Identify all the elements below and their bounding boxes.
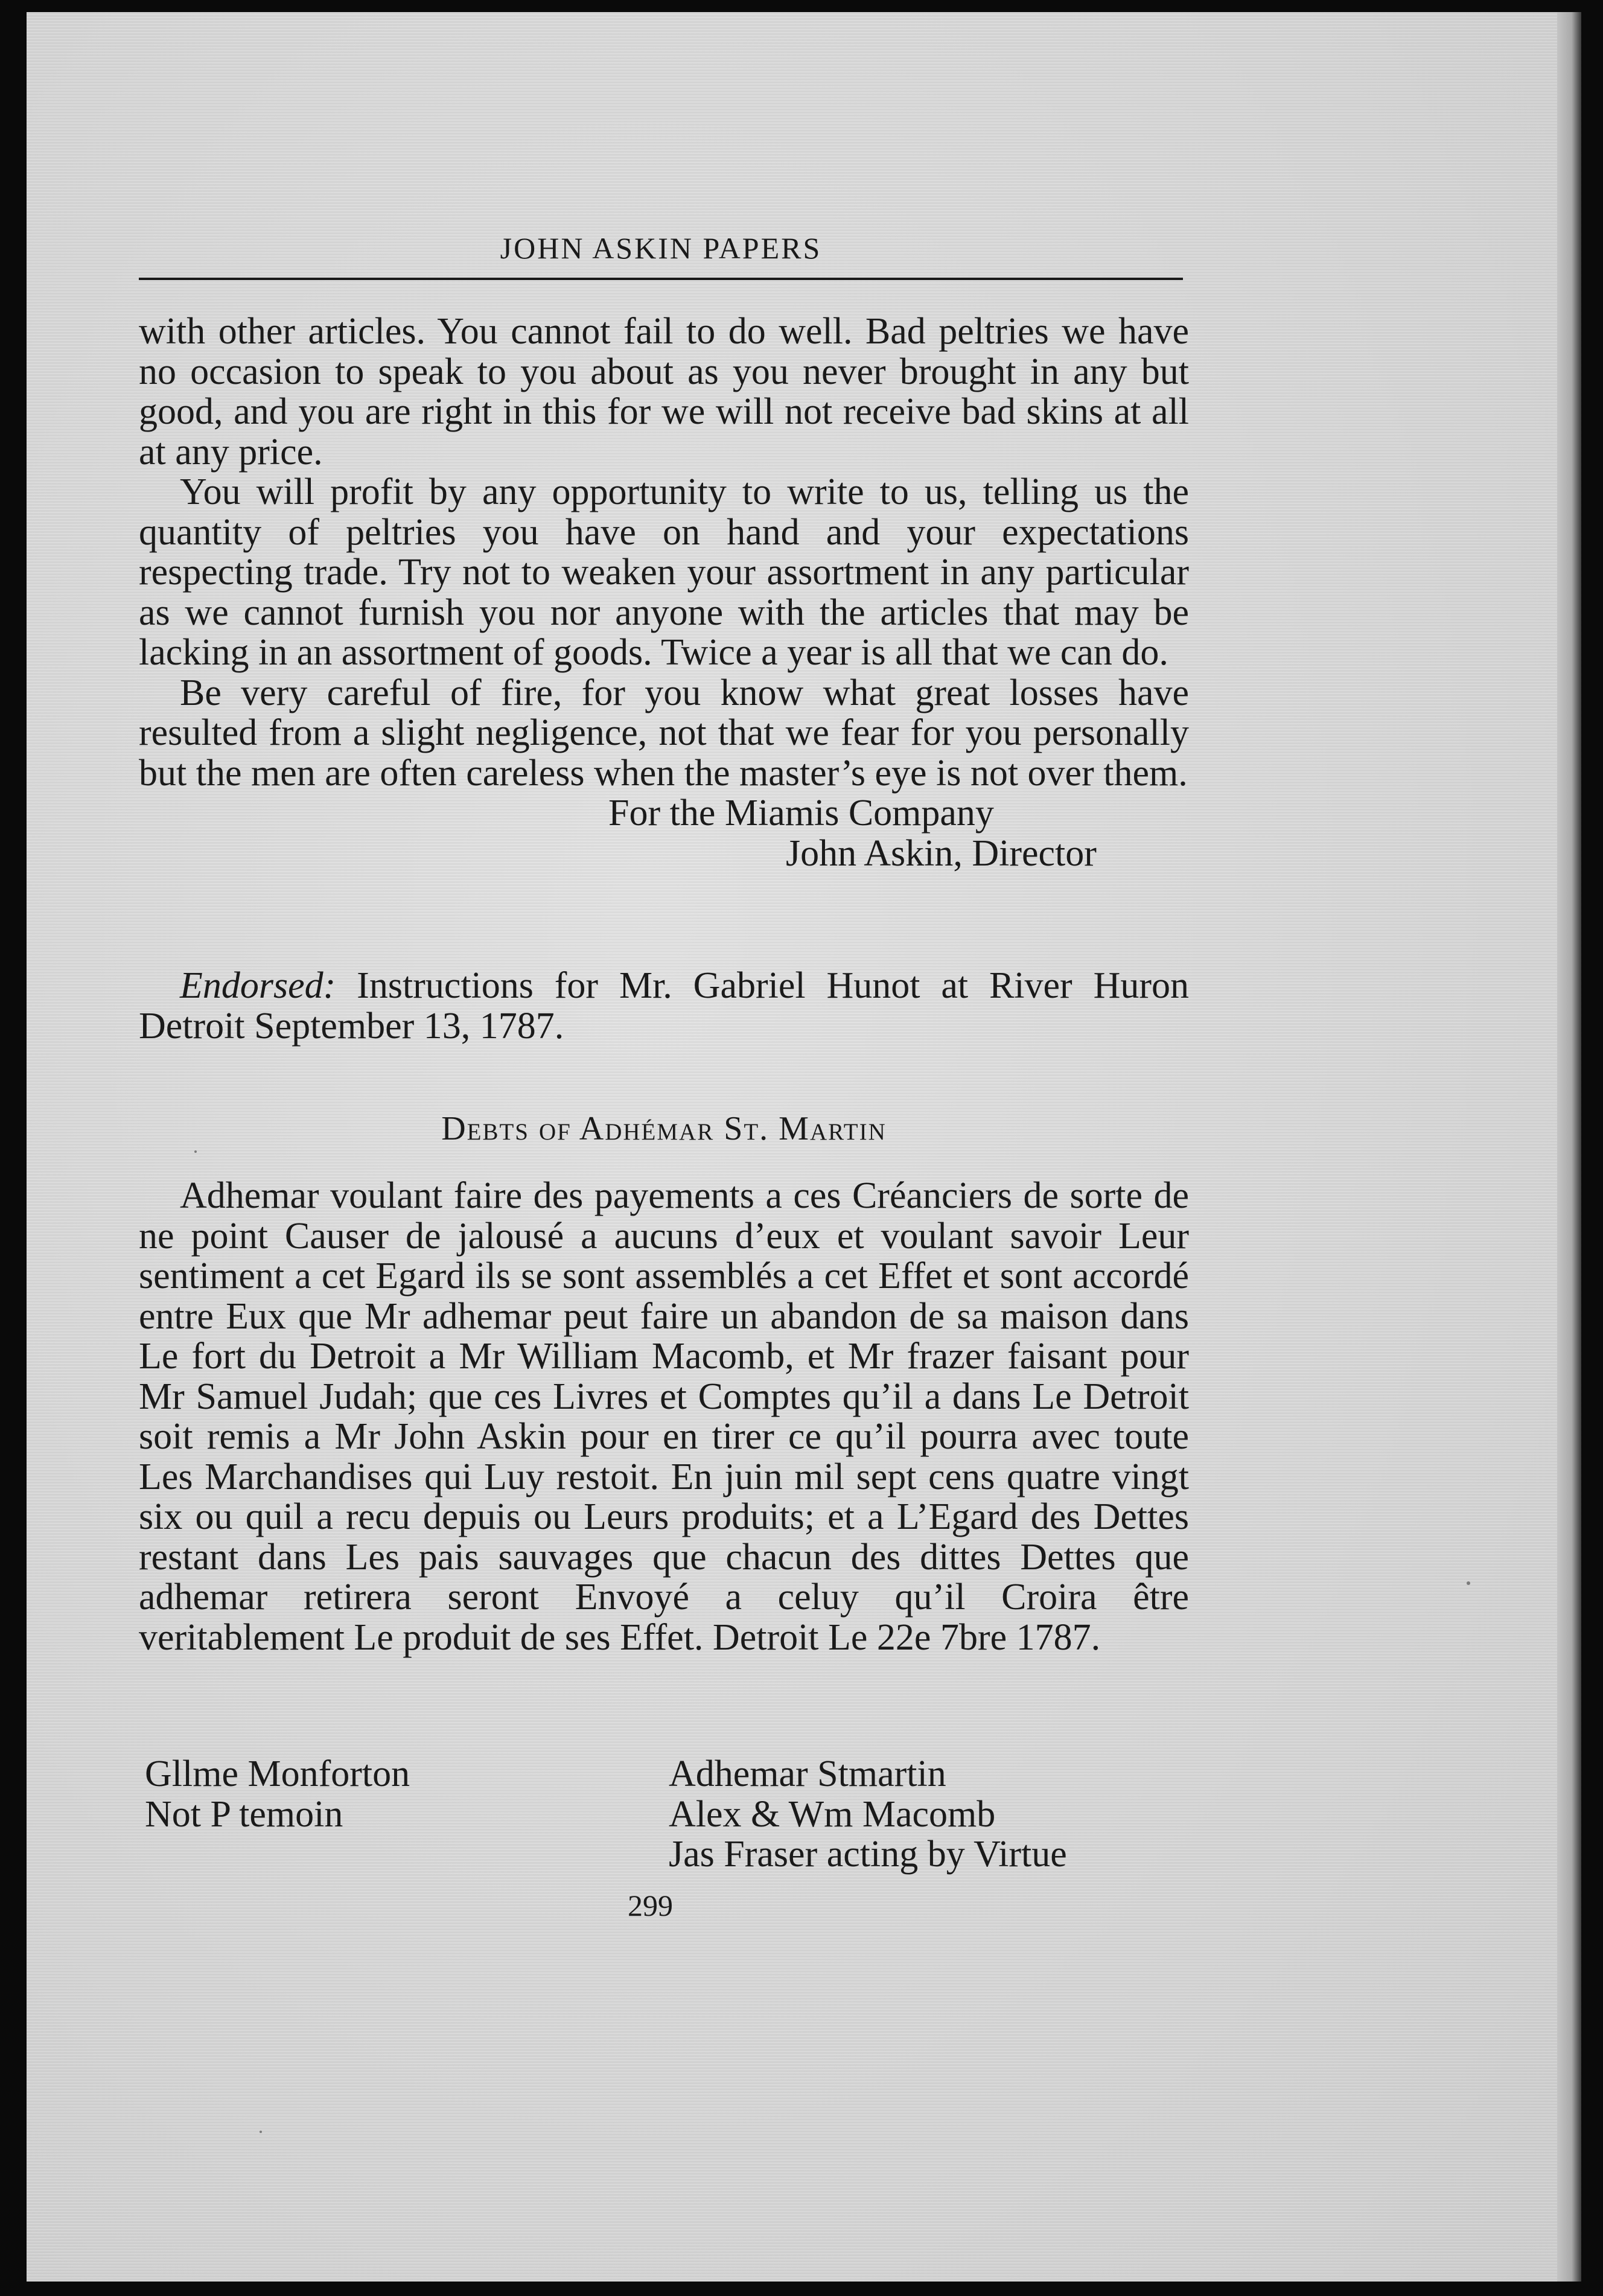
signer-right-1: Adhemar Stmartin: [669, 1753, 946, 1794]
page-number: 299: [628, 1889, 673, 1922]
signer-right-2: Alex & Wm Macomb: [669, 1793, 996, 1835]
letter-paragraph-1: with other articles. You cannot fail to do well. Bad peltries we have no occasion to speak to you about as you never brought in any but good, and you are right in this for we will not receive bad skins at all at any price.: [139, 311, 1189, 473]
running-title: JOHN ASKIN PAPERS: [500, 231, 822, 265]
letter-paragraph-2: You will profit by any opportunity to write to us, telling us the quantity of peltries you have on hand and your expectations respecting trade. Try not to weaken your assortment in any particular as we cannot furnish you nor anyone with the articles that may be lacking in an assortment of goods. Twice a year is all that we can do.: [139, 471, 1189, 673]
section-title: Debts of Adhémar St. Martin: [441, 1110, 887, 1147]
letter-paragraph-3: Be very careful of fire, for you know what great losses have resulted from a slight negligence, not that we fear for you personally but the men are often careless when the master’s eye is not over them.: [139, 672, 1189, 794]
signature-name: John Askin, Director: [786, 832, 1097, 874]
signers-right-column: [669, 1754, 1067, 1875]
letter-body: [139, 311, 1189, 873]
signers-left-column: [145, 1754, 410, 1834]
signer-left-1: Gllme Monforton: [145, 1753, 410, 1794]
signer-right-3: Jas Fraser acting by Virtue: [669, 1834, 1067, 1875]
endorsement-text: Instructions for Mr. Gabriel Hunot at River Huron Detroit September 13, 1787.: [139, 965, 1189, 1047]
signature-company: For the Miamis Company: [608, 792, 994, 834]
endorsement: [139, 966, 1189, 1046]
page-edge-shadow: [1557, 12, 1581, 2282]
french-document-body: [139, 1176, 1189, 1657]
running-header: [139, 218, 1183, 280]
paper-speck: [260, 2131, 262, 2133]
signer-left-2: Not P temoin: [145, 1793, 343, 1835]
paper-speck: [194, 1150, 197, 1153]
endorsement-label: Endorsed:: [180, 965, 336, 1006]
paper-speck: [1467, 1581, 1470, 1585]
french-paragraph: Adhemar voulant faire des payements a ces Créanciers de sorte de ne point Causer de jalousé a aucuns d’eux et voulant savoir Leur sentiment a cet Egard ils se sont assemblés a cet Effet et sont accordé entre Eux que Mr adhemar peut faire un abandon de sa maison dans Le fort du Detroit a Mr William Macomb, et Mr frazer faisant pour Mr Samuel Judah; que ces Livres et Comptes qu’il a dans Le Detroit soit remis a Mr John Askin pour en tirer ce qu’il pourra avec toute Les Marchandises qui Luy restoit. En juin mil sept cens quatre vingt six ou quil a recu depuis ou Leurs produits; et a L’Egard des Dettes restant dans Les pais sauvages que chacun des dittes Dettes que adhemar retirera seront Envoyé a celuy qu’il Croira être veritablement Le produit de ses Effet. Detroit Le 22e 7bre 1787.: [139, 1175, 1189, 1658]
endorsement-paragraph: [139, 966, 1189, 1046]
